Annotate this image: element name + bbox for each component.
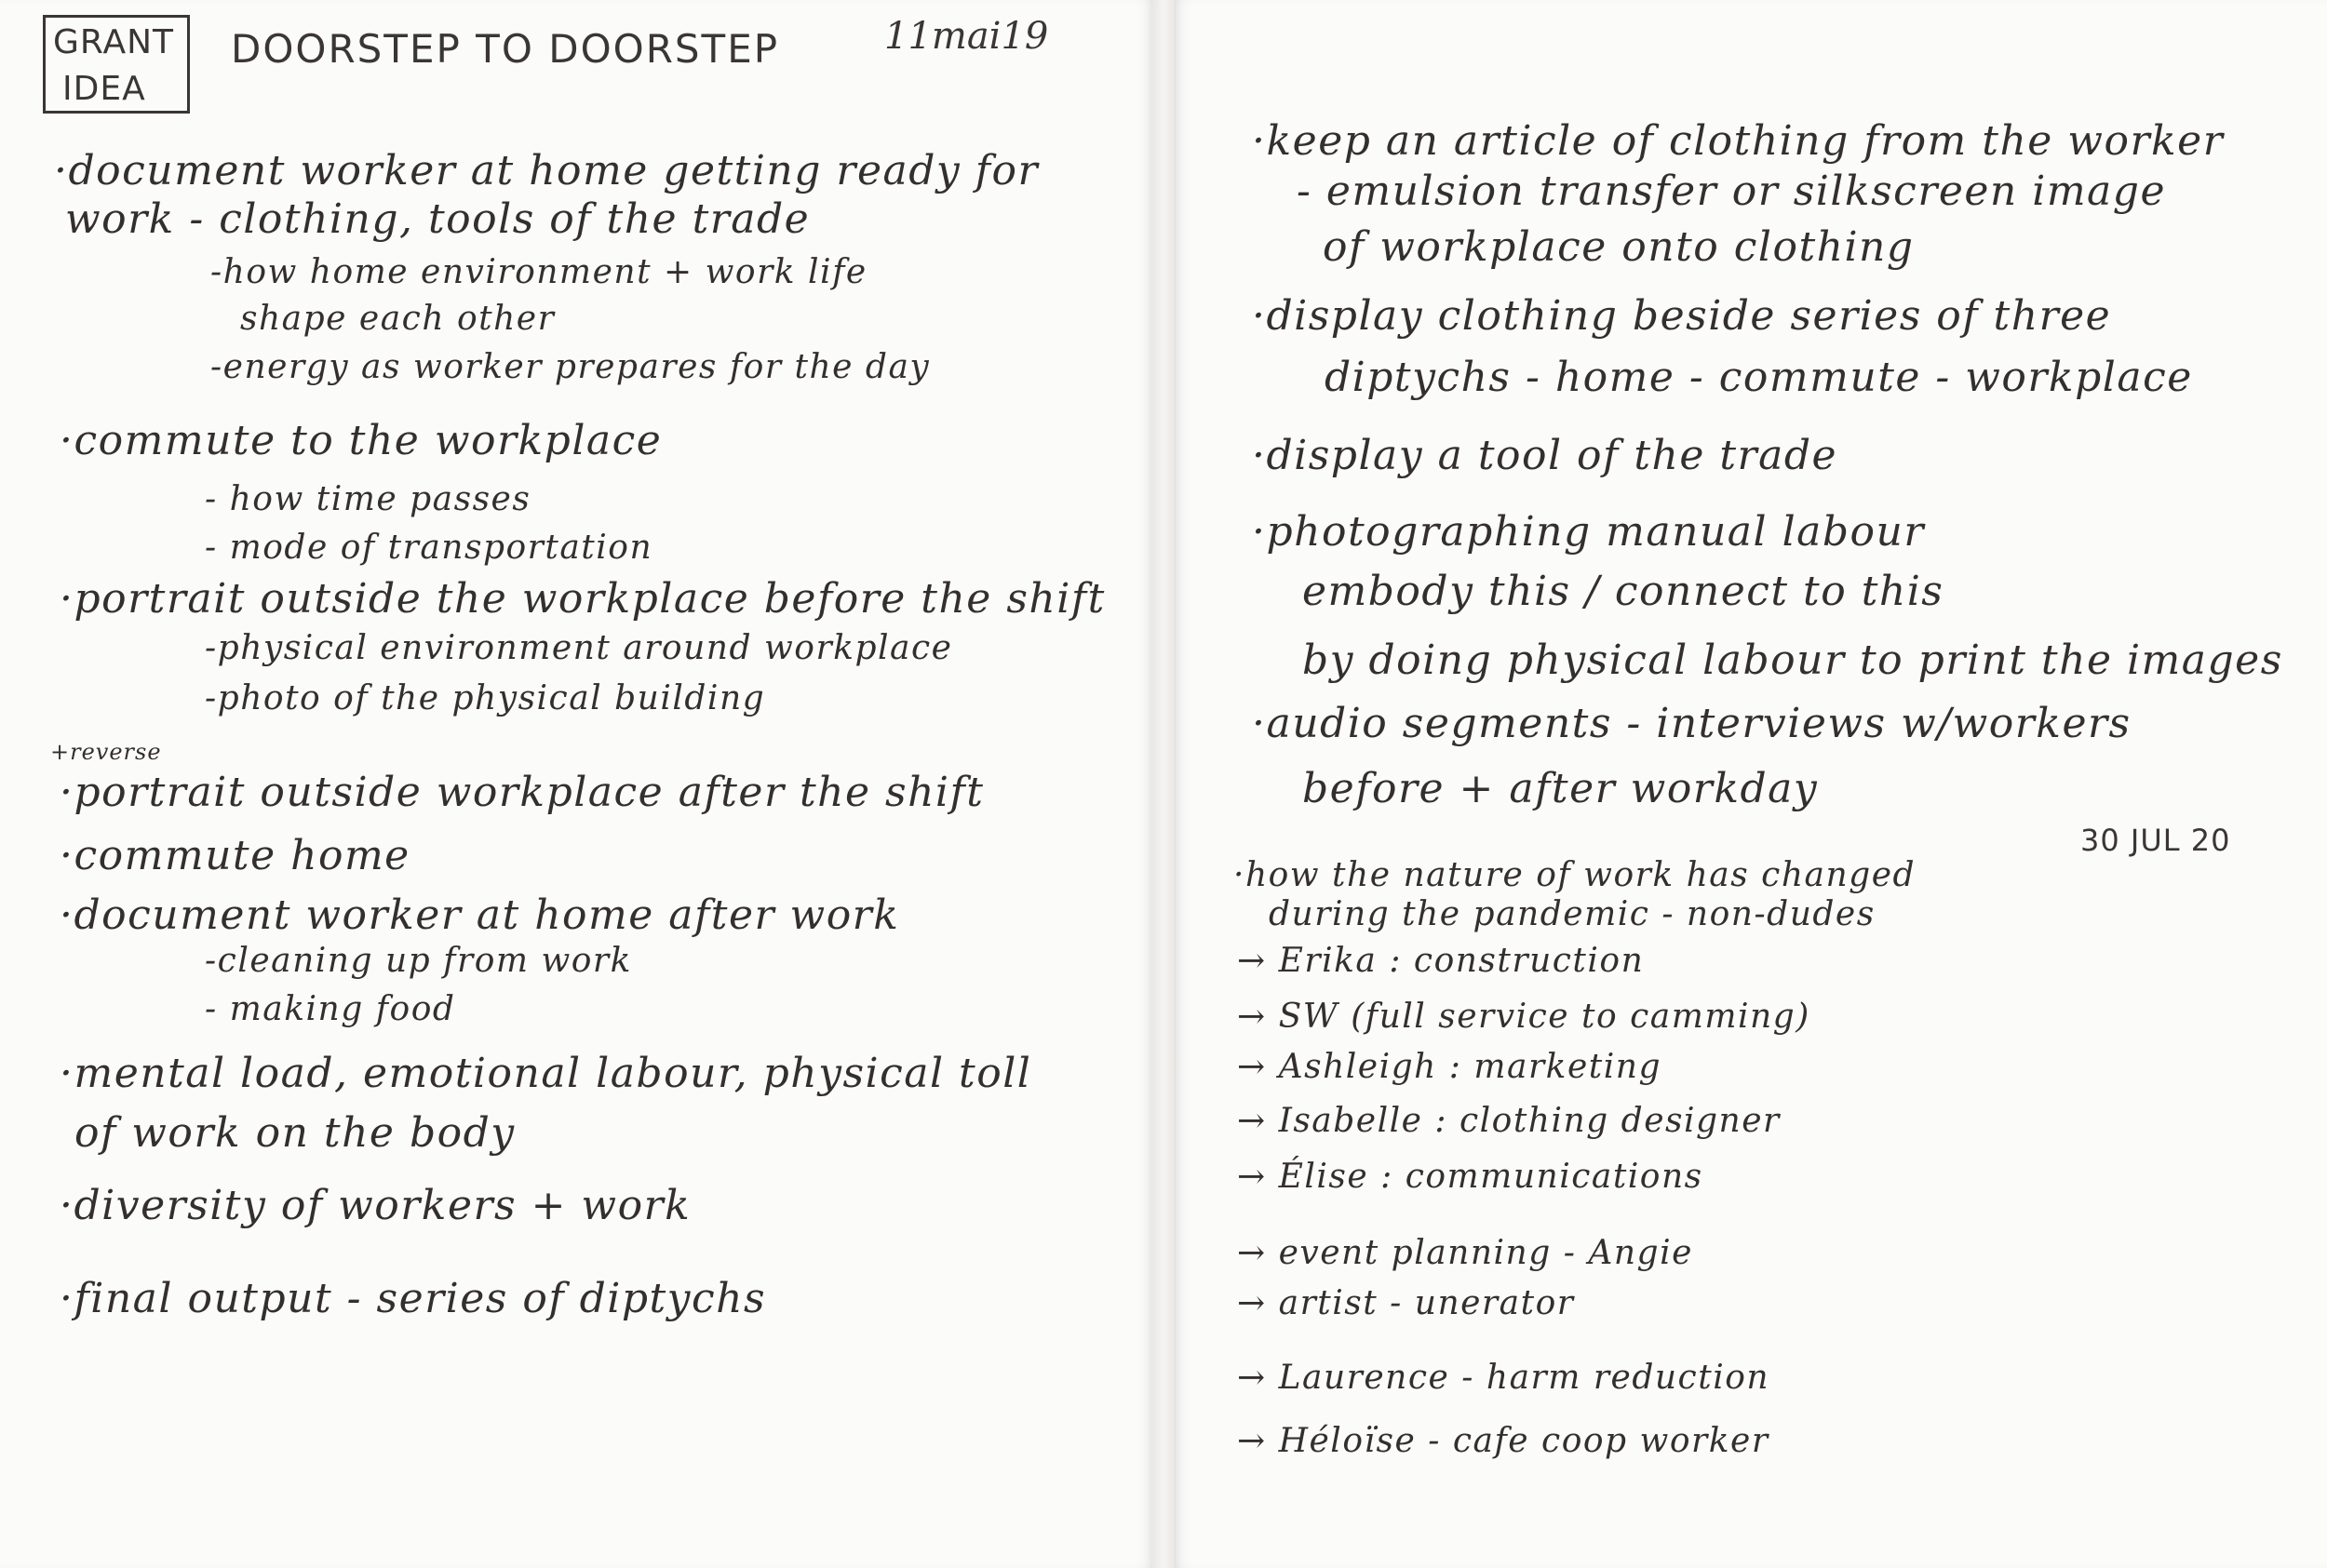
note-line: ·diversity of workers + work: [60, 1182, 692, 1229]
note-line: → Ashleigh : marketing: [1237, 1048, 1661, 1086]
note-line: ·portrait outside workplace after the shift: [60, 769, 985, 816]
note-line: ·commute to the workplace: [60, 417, 663, 464]
note-line: - making food: [205, 990, 456, 1028]
note-line: ·document worker at home after work: [60, 891, 900, 939]
note-line: ·photographing manual labour: [1252, 508, 1925, 556]
note-line: ·how the nature of work has changed: [1233, 856, 1917, 894]
grant-idea-box: [43, 15, 190, 114]
note-line: before + after workday: [1302, 765, 1819, 812]
note-line: - how time passes: [205, 480, 531, 518]
note-line: ·display clothing beside series of three: [1252, 292, 2112, 340]
notebook-gutter: [1152, 0, 1175, 1568]
left-page: [0, 0, 1153, 1568]
note-line: shape each other: [240, 300, 556, 338]
note-line: ·audio segments - interviews w/workers: [1252, 700, 2132, 747]
note-line: +reverse: [50, 739, 162, 765]
grant-box-line2: IDEA: [62, 70, 146, 108]
note-line: work - clothing, tools of the trade: [65, 195, 811, 243]
note-line: ·mental load, emotional labour, physical toll: [60, 1050, 1032, 1097]
note-line: -physical environment around workplace: [205, 629, 953, 667]
note-line: - mode of transportation: [205, 529, 653, 567]
note-line: -energy as worker prepares for the day: [210, 348, 931, 386]
note-line: - emulsion transfer or silkscreen image: [1297, 168, 2166, 215]
note-line: of work on the body: [74, 1109, 516, 1157]
note-line: during the pandemic - non-dudes: [1269, 895, 1876, 933]
note-line: → Élise : communications: [1237, 1158, 1703, 1196]
note-line: ·commute home: [60, 832, 410, 879]
note-line: ·final output - series of diptychs: [60, 1275, 767, 1322]
right-page: [1175, 0, 2327, 1568]
note-line: → Laurence - harm reduction: [1237, 1359, 1770, 1397]
note-line: by doing physical labour to print the images: [1302, 637, 2283, 684]
note-line: → Isabelle : clothing designer: [1237, 1102, 1781, 1140]
page-title: DOORSTEP TO DOORSTEP: [231, 26, 780, 72]
grant-box-line1: GRANT: [53, 23, 174, 61]
note-line: of workplace onto clothing: [1323, 223, 1915, 271]
note-line: → event planning - Angie: [1237, 1234, 1693, 1272]
note-line: → Héloïse - cafe coop worker: [1237, 1422, 1769, 1460]
note-line: embody this / connect to this: [1302, 568, 1944, 615]
date-right: 30 JUL 20: [2080, 823, 2231, 858]
note-line: ·keep an article of clothing from the worker: [1252, 117, 2225, 165]
note-line: ·document worker at home getting ready for: [54, 147, 1040, 194]
note-line: diptychs - home - commute - workplace: [1325, 354, 2193, 401]
note-line: -how home environment + work life: [210, 253, 868, 291]
note-line: ·portrait outside the workplace before the shift: [60, 575, 1106, 623]
note-line: -photo of the physical building: [205, 679, 766, 717]
note-line: → SW (full service to camming): [1237, 998, 1810, 1036]
note-line: -cleaning up from work: [205, 942, 632, 980]
note-line: → artist - unerator: [1237, 1284, 1575, 1322]
note-line: → Erika : construction: [1237, 942, 1645, 980]
date-top: 11mai19: [884, 15, 1049, 58]
note-line: ·display a tool of the trade: [1252, 432, 1838, 479]
